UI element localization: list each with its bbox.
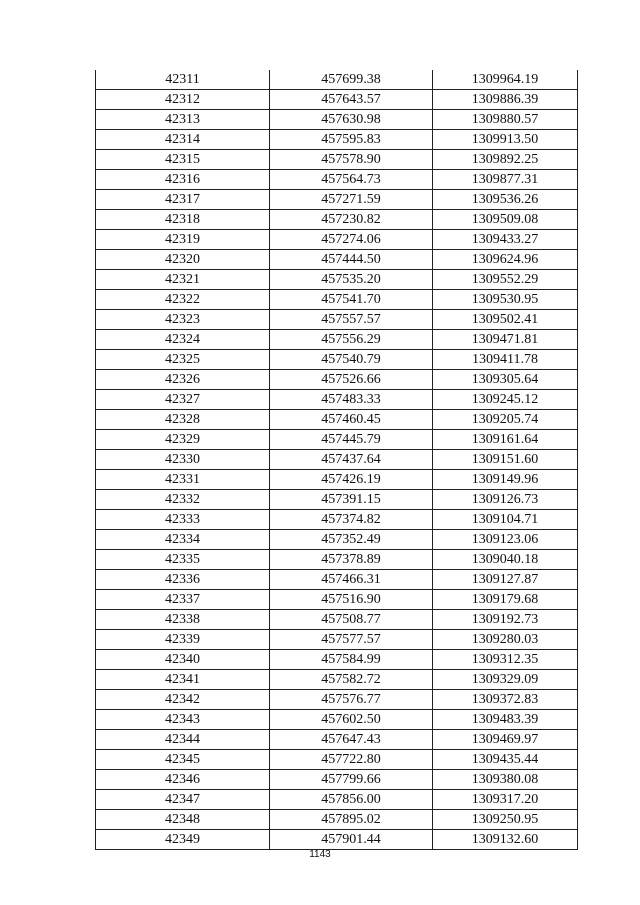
x-coordinate-cell: 457582.72	[270, 670, 433, 690]
y-coordinate-cell: 1309123.06	[433, 530, 578, 550]
x-coordinate-cell: 457630.98	[270, 110, 433, 130]
y-coordinate-cell: 1309552.29	[433, 270, 578, 290]
coordinate-table	[95, 70, 578, 850]
y-coordinate-cell: 1309280.03	[433, 630, 578, 650]
x-coordinate-cell: 457901.44	[270, 830, 433, 850]
table-row	[96, 610, 578, 630]
point-id-cell: 42335	[96, 550, 270, 570]
x-coordinate-cell: 457895.02	[270, 810, 433, 830]
x-coordinate-cell: 457602.50	[270, 710, 433, 730]
y-coordinate-cell: 1309964.19	[433, 70, 578, 90]
x-coordinate-cell: 457271.59	[270, 190, 433, 210]
x-coordinate-cell: 457557.57	[270, 310, 433, 330]
y-coordinate-cell: 1309127.87	[433, 570, 578, 590]
x-coordinate-cell: 457577.57	[270, 630, 433, 650]
y-coordinate-cell: 1309040.18	[433, 550, 578, 570]
x-coordinate-cell: 457578.90	[270, 150, 433, 170]
table-row	[96, 110, 578, 130]
point-id-cell: 42332	[96, 490, 270, 510]
y-coordinate-cell: 1309312.35	[433, 650, 578, 670]
x-coordinate-cell: 457799.66	[270, 770, 433, 790]
y-coordinate-cell: 1309192.73	[433, 610, 578, 630]
table-row	[96, 530, 578, 550]
y-coordinate-cell: 1309886.39	[433, 90, 578, 110]
table-row	[96, 330, 578, 350]
coordinate-table-body	[96, 70, 578, 850]
y-coordinate-cell: 1309132.60	[433, 830, 578, 850]
x-coordinate-cell: 457374.82	[270, 510, 433, 530]
table-row	[96, 790, 578, 810]
x-coordinate-cell: 457526.66	[270, 370, 433, 390]
x-coordinate-cell: 457378.89	[270, 550, 433, 570]
table-row	[96, 710, 578, 730]
point-id-cell: 42339	[96, 630, 270, 650]
x-coordinate-cell: 457856.00	[270, 790, 433, 810]
table-row	[96, 230, 578, 250]
table-row	[96, 270, 578, 290]
point-id-cell: 42312	[96, 90, 270, 110]
table-row	[96, 470, 578, 490]
point-id-cell: 42328	[96, 410, 270, 430]
x-coordinate-cell: 457516.90	[270, 590, 433, 610]
table-row	[96, 450, 578, 470]
y-coordinate-cell: 1309372.83	[433, 690, 578, 710]
x-coordinate-cell: 457576.77	[270, 690, 433, 710]
y-coordinate-cell: 1309536.26	[433, 190, 578, 210]
table-row	[96, 70, 578, 90]
table-row	[96, 650, 578, 670]
y-coordinate-cell: 1309411.78	[433, 350, 578, 370]
point-id-cell: 42319	[96, 230, 270, 250]
y-coordinate-cell: 1309483.39	[433, 710, 578, 730]
x-coordinate-cell: 457722.80	[270, 750, 433, 770]
point-id-cell: 42329	[96, 430, 270, 450]
table-row	[96, 130, 578, 150]
point-id-cell: 42311	[96, 70, 270, 90]
y-coordinate-cell: 1309329.09	[433, 670, 578, 690]
x-coordinate-cell: 457595.83	[270, 130, 433, 150]
point-id-cell: 42316	[96, 170, 270, 190]
point-id-cell: 42314	[96, 130, 270, 150]
point-id-cell: 42322	[96, 290, 270, 310]
y-coordinate-cell: 1309149.96	[433, 470, 578, 490]
table-row	[96, 90, 578, 110]
page-number: 1143	[309, 849, 331, 860]
table-row	[96, 250, 578, 270]
table-row	[96, 350, 578, 370]
table-row	[96, 550, 578, 570]
point-id-cell: 42326	[96, 370, 270, 390]
point-id-cell: 42347	[96, 790, 270, 810]
y-coordinate-cell: 1309624.96	[433, 250, 578, 270]
point-id-cell: 42344	[96, 730, 270, 750]
point-id-cell: 42343	[96, 710, 270, 730]
point-id-cell: 42348	[96, 810, 270, 830]
y-coordinate-cell: 1309161.64	[433, 430, 578, 450]
y-coordinate-cell: 1309471.81	[433, 330, 578, 350]
point-id-cell: 42325	[96, 350, 270, 370]
point-id-cell: 42345	[96, 750, 270, 770]
x-coordinate-cell: 457352.49	[270, 530, 433, 550]
y-coordinate-cell: 1309877.31	[433, 170, 578, 190]
table-row	[96, 190, 578, 210]
table-row	[96, 750, 578, 770]
y-coordinate-cell: 1309435.44	[433, 750, 578, 770]
x-coordinate-cell: 457643.57	[270, 90, 433, 110]
table-row	[96, 410, 578, 430]
table-row	[96, 390, 578, 410]
table-row	[96, 670, 578, 690]
x-coordinate-cell: 457508.77	[270, 610, 433, 630]
table-row	[96, 570, 578, 590]
x-coordinate-cell: 457391.15	[270, 490, 433, 510]
y-coordinate-cell: 1309880.57	[433, 110, 578, 130]
x-coordinate-cell: 457535.20	[270, 270, 433, 290]
point-id-cell: 42337	[96, 590, 270, 610]
x-coordinate-cell: 457647.43	[270, 730, 433, 750]
table-row	[96, 170, 578, 190]
table-row	[96, 210, 578, 230]
x-coordinate-cell: 457483.33	[270, 390, 433, 410]
y-coordinate-cell: 1309433.27	[433, 230, 578, 250]
table-row	[96, 590, 578, 610]
x-coordinate-cell: 457445.79	[270, 430, 433, 450]
x-coordinate-cell: 457541.70	[270, 290, 433, 310]
y-coordinate-cell: 1309104.71	[433, 510, 578, 530]
table-row	[96, 730, 578, 750]
y-coordinate-cell: 1309126.73	[433, 490, 578, 510]
x-coordinate-cell: 457230.82	[270, 210, 433, 230]
x-coordinate-cell: 457444.50	[270, 250, 433, 270]
table-row	[96, 630, 578, 650]
point-id-cell: 42321	[96, 270, 270, 290]
table-row	[96, 430, 578, 450]
point-id-cell: 42317	[96, 190, 270, 210]
y-coordinate-cell: 1309151.60	[433, 450, 578, 470]
point-id-cell: 42340	[96, 650, 270, 670]
table-row	[96, 290, 578, 310]
x-coordinate-cell: 457564.73	[270, 170, 433, 190]
x-coordinate-cell: 457437.64	[270, 450, 433, 470]
table-row	[96, 310, 578, 330]
y-coordinate-cell: 1309502.41	[433, 310, 578, 330]
y-coordinate-cell: 1309469.97	[433, 730, 578, 750]
point-id-cell: 42330	[96, 450, 270, 470]
x-coordinate-cell: 457556.29	[270, 330, 433, 350]
x-coordinate-cell: 457460.45	[270, 410, 433, 430]
point-id-cell: 42338	[96, 610, 270, 630]
table-row	[96, 770, 578, 790]
table-row	[96, 150, 578, 170]
x-coordinate-cell: 457584.99	[270, 650, 433, 670]
x-coordinate-cell: 457699.38	[270, 70, 433, 90]
y-coordinate-cell: 1309179.68	[433, 590, 578, 610]
point-id-cell: 42327	[96, 390, 270, 410]
point-id-cell: 42341	[96, 670, 270, 690]
y-coordinate-cell: 1309892.25	[433, 150, 578, 170]
point-id-cell: 42320	[96, 250, 270, 270]
x-coordinate-cell: 457274.06	[270, 230, 433, 250]
point-id-cell: 42324	[96, 330, 270, 350]
y-coordinate-cell: 1309250.95	[433, 810, 578, 830]
table-row	[96, 370, 578, 390]
table-row	[96, 830, 578, 850]
x-coordinate-cell: 457426.19	[270, 470, 433, 490]
point-id-cell: 42313	[96, 110, 270, 130]
point-id-cell: 42342	[96, 690, 270, 710]
table-row	[96, 690, 578, 710]
point-id-cell: 42318	[96, 210, 270, 230]
point-id-cell: 42333	[96, 510, 270, 530]
table-row	[96, 490, 578, 510]
point-id-cell: 42336	[96, 570, 270, 590]
y-coordinate-cell: 1309205.74	[433, 410, 578, 430]
point-id-cell: 42346	[96, 770, 270, 790]
point-id-cell: 42334	[96, 530, 270, 550]
y-coordinate-cell: 1309509.08	[433, 210, 578, 230]
table-row	[96, 510, 578, 530]
x-coordinate-cell: 457540.79	[270, 350, 433, 370]
y-coordinate-cell: 1309245.12	[433, 390, 578, 410]
y-coordinate-cell: 1309530.95	[433, 290, 578, 310]
point-id-cell: 42349	[96, 830, 270, 850]
table-row	[96, 810, 578, 830]
point-id-cell: 42331	[96, 470, 270, 490]
x-coordinate-cell: 457466.31	[270, 570, 433, 590]
point-id-cell: 42315	[96, 150, 270, 170]
point-id-cell: 42323	[96, 310, 270, 330]
y-coordinate-cell: 1309380.08	[433, 770, 578, 790]
y-coordinate-cell: 1309913.50	[433, 130, 578, 150]
y-coordinate-cell: 1309317.20	[433, 790, 578, 810]
y-coordinate-cell: 1309305.64	[433, 370, 578, 390]
